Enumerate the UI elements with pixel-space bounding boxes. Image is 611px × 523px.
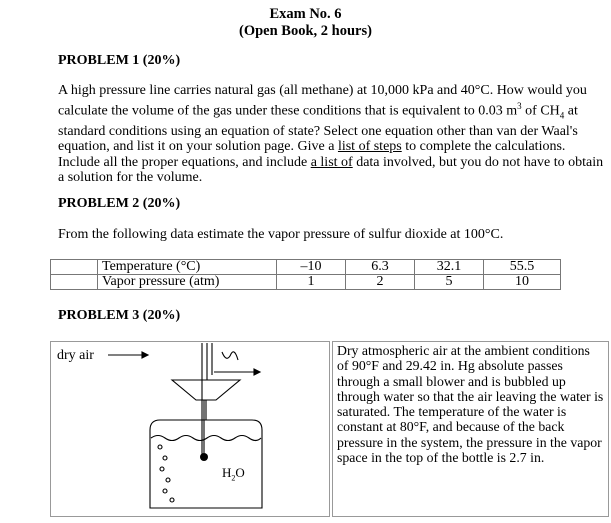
- list-of-steps-link: list of steps: [337, 139, 402, 155]
- bottle-icon: [150, 420, 262, 508]
- pressure-value: 10: [484, 275, 561, 290]
- stirrer-icon: [222, 352, 238, 360]
- temperature-value: 55.5: [484, 260, 561, 275]
- problem2-text: From the following data estimate the vapor pressure of sulfur dioxide at 100°C.: [58, 227, 504, 242]
- water-surface-icon: [151, 436, 261, 441]
- water-label: $H_2O$: [222, 465, 245, 483]
- pressure-value: 5: [415, 275, 484, 290]
- inlet-arrowhead-icon: [142, 352, 148, 358]
- problem1-text: A high pressure line carries natural gas (all methane) at 10,000 kPa and 40°C. How would you calculate the volume of the gas under these conditions that is equivalent to 0.03 $m^3$ of $CH_4$ at standard conditions using an equation of state? Select one equation other than van der Waal's equation, and list it on your solution page. Give a list of steps to complete the calculations. Include all the proper equations, and include a list of data involved, but you do not have to obtain a solution for the volume.: [58, 83, 604, 186]
- temperature-value: 6.3: [346, 260, 415, 275]
- pressure-value: 1: [277, 275, 346, 290]
- exam-subtitle: (Open Book, 2 hours): [239, 23, 372, 39]
- bubble-icon: [158, 445, 162, 449]
- temperature-label: Temperature (°C): [98, 260, 277, 275]
- problem3-title: PROBLEM 3 (20%): [58, 308, 181, 323]
- problem1-title: PROBLEM 1 (20%): [58, 53, 181, 68]
- list-of-data-link: a list of: [310, 154, 353, 170]
- pressure-value: 2: [346, 275, 415, 290]
- problem3-description: Dry atmospheric air at the ambient conditions of 90°F and 29.42 in. Hg absolute passes through a small blower and is bubbled up through water so that the air leaving the water is saturated. The temperature of the water is constant at 80°F, and because of the back pressure in the system, the pressure in the vapor space in the top of the bottle is 2.7 in.: [332, 341, 609, 517]
- temperature-value: –10: [277, 260, 346, 275]
- dry-air-label: dry air: [57, 348, 94, 363]
- exam-title: Exam No. 6: [269, 6, 342, 22]
- temperature-value: 32.1: [415, 260, 484, 275]
- sparger-icon: [200, 453, 208, 461]
- vapor-pressure-label: Vapor pressure (atm): [98, 275, 277, 290]
- problem2-title: PROBLEM 2 (20%): [58, 196, 181, 211]
- funnel-icon: [172, 380, 240, 400]
